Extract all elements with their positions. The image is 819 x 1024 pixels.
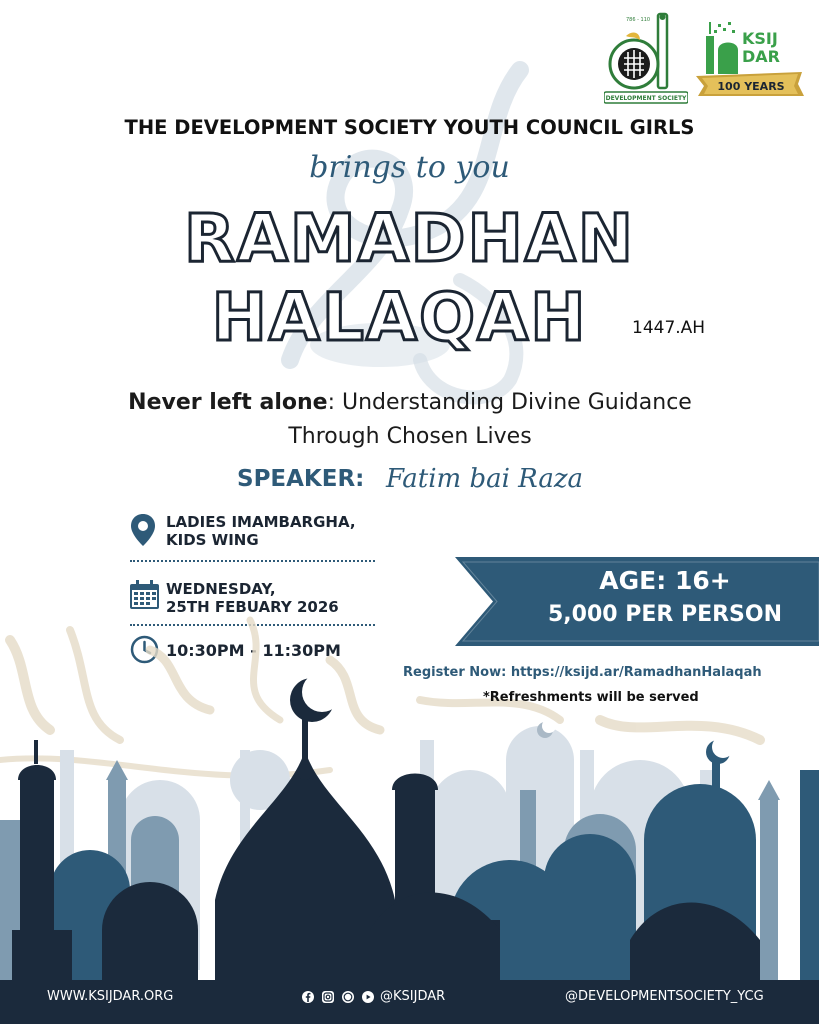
event-title-line2: HALAQAH (211, 279, 588, 356)
event-title-line1: RAMADHAN (184, 200, 635, 277)
ksij-logo-line1: KSIJ (742, 29, 778, 48)
age-requirement: AGE: 16+ (599, 566, 731, 595)
youtube-icon[interactable] (362, 991, 374, 1003)
dotted-divider (130, 560, 375, 562)
ksij-logo-ribbon-text: 100 YEARS (717, 80, 785, 93)
ticket-price: 5,000 PER PERSON (547, 602, 783, 627)
facebook-icon[interactable] (302, 991, 314, 1003)
event-subtitle (60, 386, 760, 454)
hijri-year: 1447.AH (632, 318, 706, 338)
instagram-icon[interactable] (322, 991, 334, 1003)
development-society-logo (604, 12, 688, 104)
subtitle-line1-rest: : Understanding Divine Guidance (327, 390, 692, 415)
social-icons (302, 986, 377, 1006)
registration-link[interactable]: Register Now: https://ksijd.ar/RamadhanHalaqah (403, 665, 762, 680)
ksij-logo-line2: DAR (742, 47, 780, 66)
speaker-label: SPEAKER: (237, 466, 365, 492)
venue-line1: LADIES IMAMBARGHA, (166, 513, 356, 531)
tagline: brings to you (309, 150, 510, 185)
footer-website[interactable]: WWW.KSIJDAR.ORG (47, 989, 174, 1004)
location-pin-icon (130, 513, 156, 547)
subtitle-emphasis: Never left alone (128, 390, 328, 415)
ksij-dar-100-years-logo (694, 16, 806, 100)
date-line1: WEDNESDAY, (166, 580, 276, 598)
venue-line2: KIDS WING (166, 531, 259, 549)
speaker-name: Fatim bai Raza (386, 464, 584, 494)
footer-social-handle[interactable]: @KSIJDAR (380, 989, 446, 1004)
event-time: 10:30PM - 11:30PM (166, 641, 341, 660)
whatsapp-icon[interactable] (342, 991, 354, 1003)
subtitle-line2: Through Chosen Lives (288, 424, 532, 449)
dev-logo-ribbon-text: DEVELOPMENT SOCIETY (605, 95, 687, 102)
refreshments-note: *Refreshments will be served (483, 690, 699, 705)
svg-text:786 - 110: 786 - 110 (626, 17, 651, 23)
venue (166, 513, 356, 549)
date-line2: 25TH FEBUARY 2026 (166, 598, 339, 616)
mosque-skyline (0, 600, 819, 1024)
organizer-title: THE DEVELOPMENT SOCIETY YOUTH COUNCIL GIRLS (124, 116, 695, 139)
footer-dev-handle[interactable]: @DEVELOPMENTSOCIETY_YCG (565, 989, 764, 1004)
